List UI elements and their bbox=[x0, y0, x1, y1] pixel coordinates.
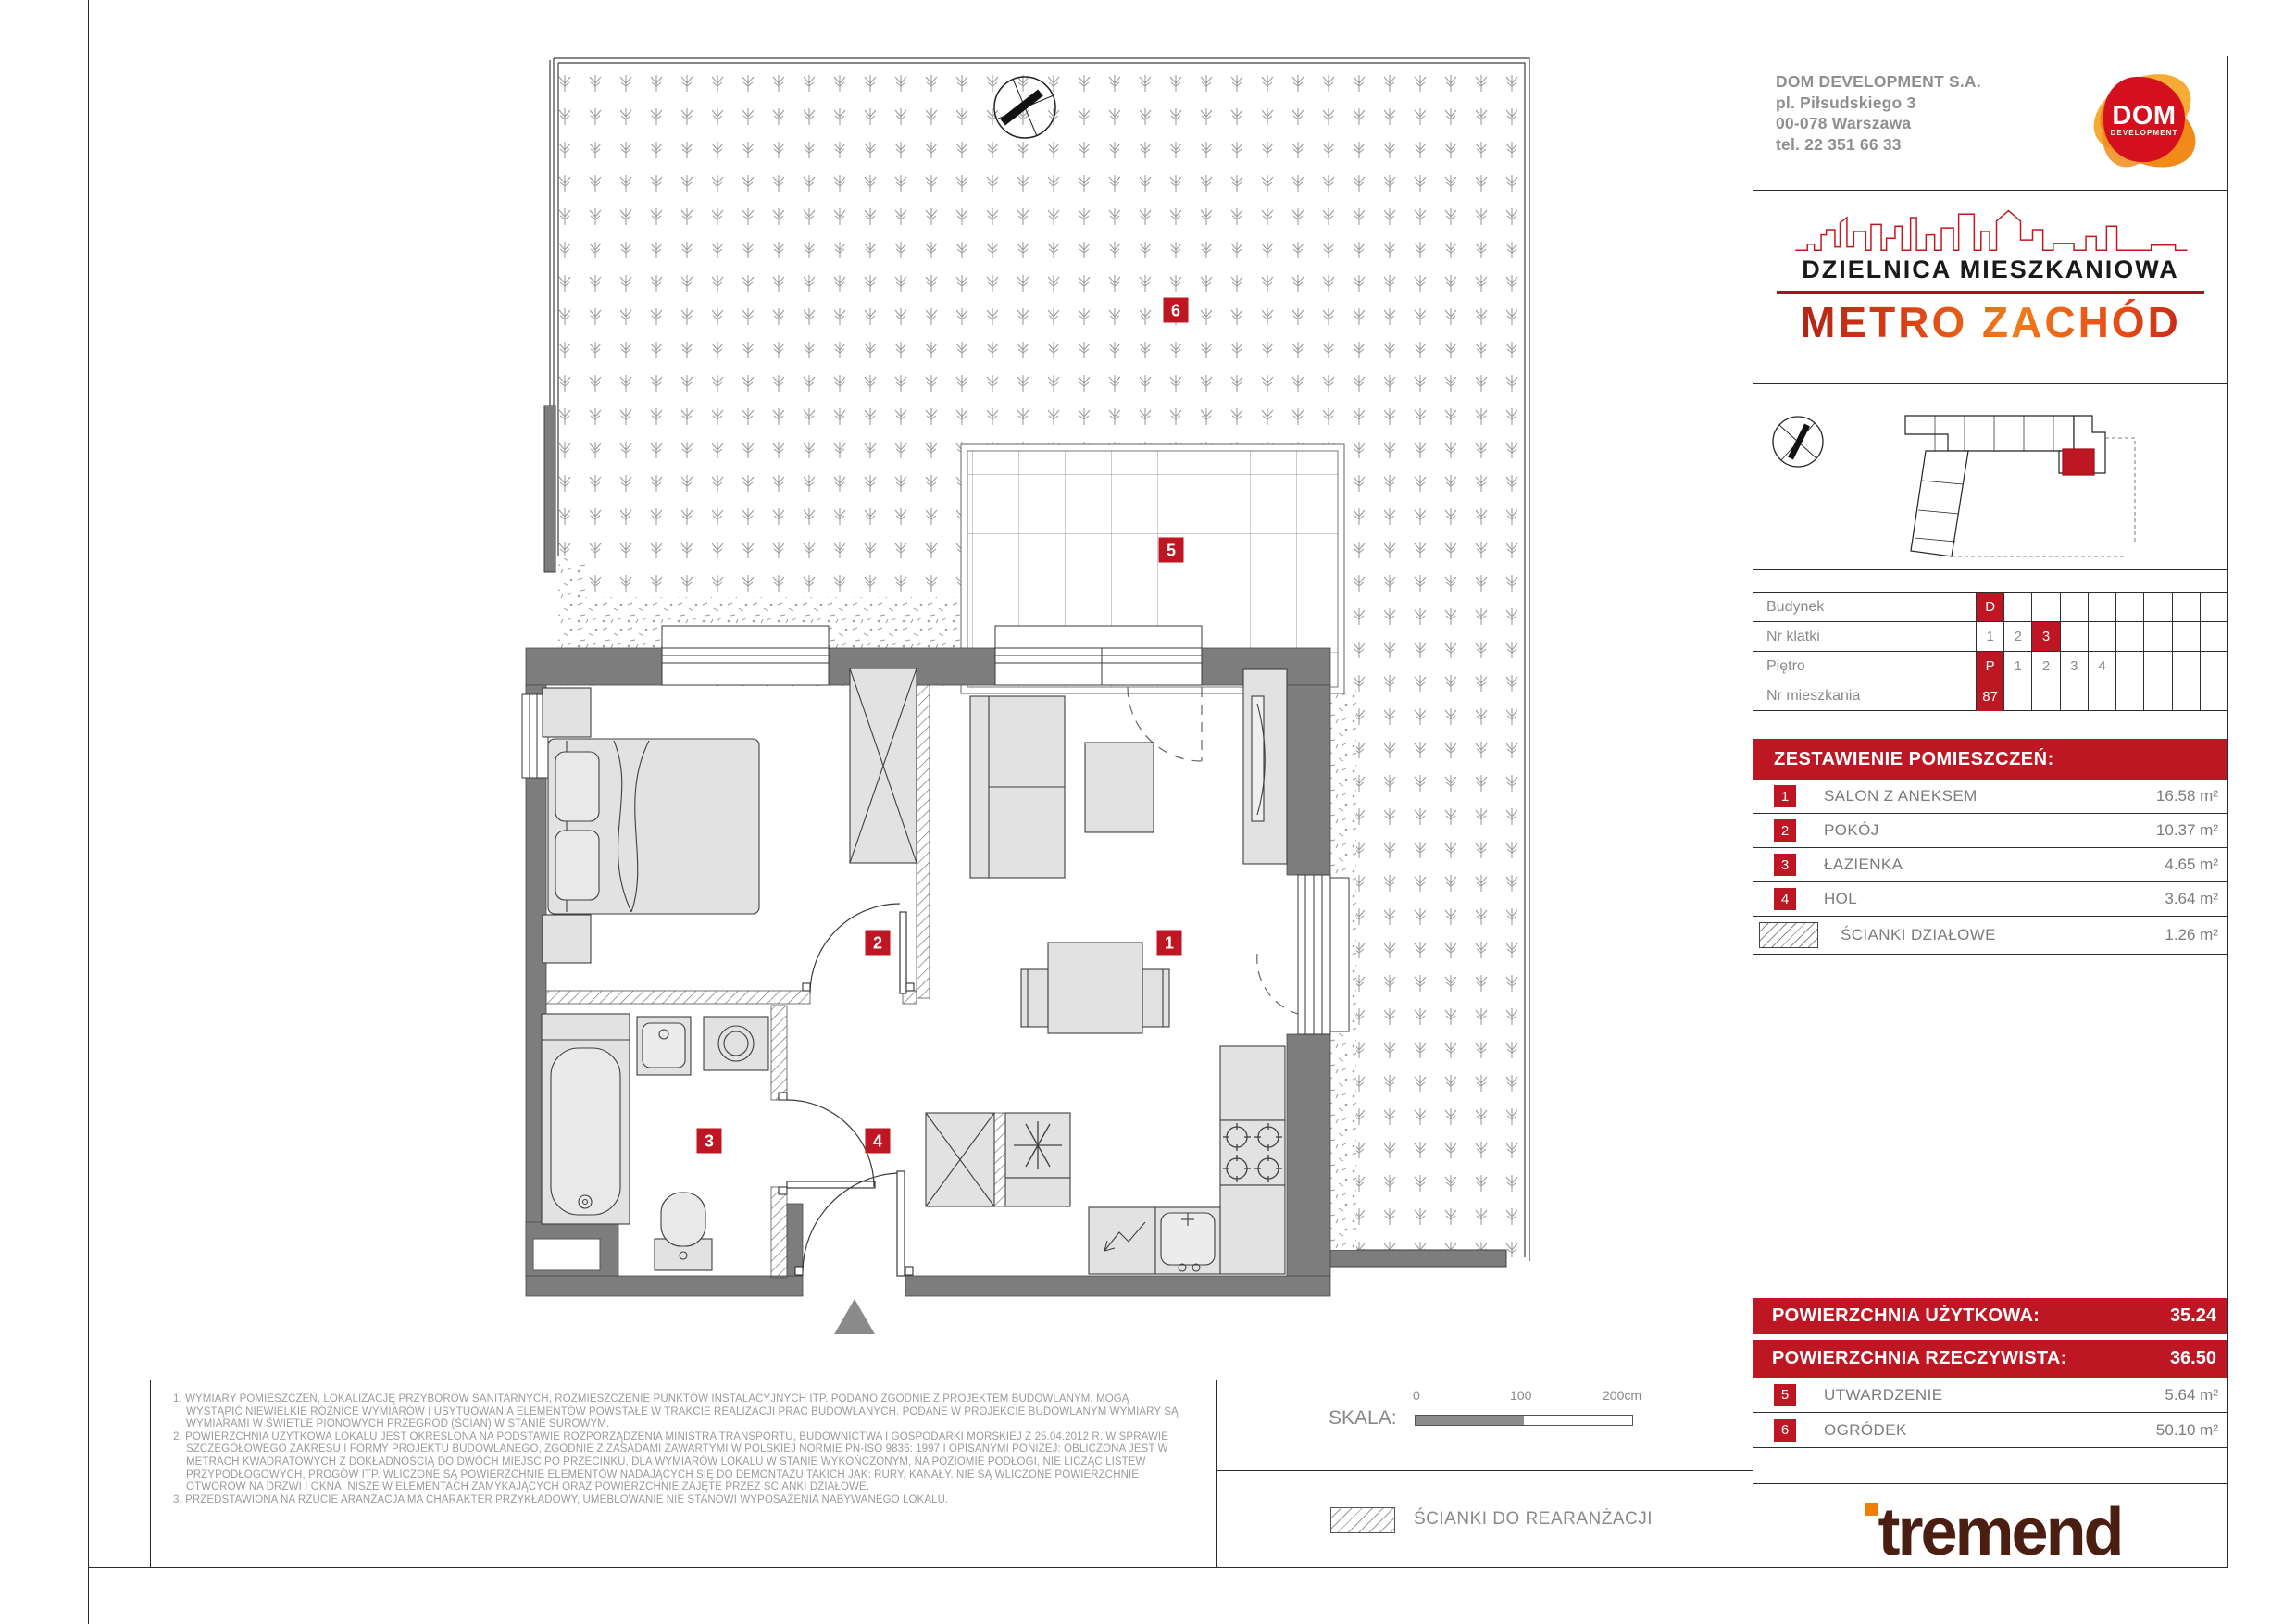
scale-tick-0: 0 bbox=[1413, 1388, 1420, 1403]
room-row bbox=[1753, 882, 2227, 917]
outdoor-number-badge: 5 bbox=[1774, 1384, 1796, 1406]
partition-name: ŚCIANKI DZIAŁOWE bbox=[1841, 926, 1996, 943]
room-name: HOL bbox=[1824, 890, 1858, 907]
table-row bbox=[1753, 593, 2227, 622]
tremend-logo-block bbox=[1753, 1484, 2227, 1580]
room-area: 10.37 m² bbox=[2155, 821, 2218, 839]
company-address1: pl. Piłsudskiego 3 bbox=[1776, 93, 1916, 112]
table-row bbox=[1753, 652, 2227, 681]
cell-pietro: 3 bbox=[2060, 652, 2088, 681]
real-area-value: 36.50 bbox=[2169, 1348, 2216, 1368]
shaft-niche bbox=[533, 1239, 600, 1270]
table-row bbox=[1753, 681, 2227, 711]
usable-area-banner bbox=[1753, 1298, 2227, 1334]
footnote-3: 3. PRZEDSTAWIONA NA RZUCIE ARANŻACJA MA CHARAKTER PRZYKŁADOWY, UMEBLOWANIE NIE STANOWI WYPOSAŻENIA NABYWANEGO LOKALU. bbox=[173, 1493, 949, 1505]
cell-mieszkanie: 87 bbox=[1976, 681, 2003, 711]
company-block bbox=[1753, 56, 2227, 191]
scale-tick-100: 100 bbox=[1510, 1388, 1532, 1403]
panel-spacer bbox=[1753, 570, 2227, 593]
logo-blob bbox=[2103, 77, 2185, 162]
room-label-3: 3 bbox=[704, 1131, 715, 1151]
real-area-banner bbox=[1753, 1340, 2227, 1378]
panel-spacer bbox=[1753, 711, 2227, 739]
room-label-5: 5 bbox=[1166, 541, 1177, 560]
tremend-logo-text: tremend bbox=[1878, 1495, 2122, 1569]
room-row bbox=[1753, 780, 2227, 814]
rearrange-legend bbox=[1216, 1470, 1753, 1567]
room-area: 4.65 m² bbox=[2165, 856, 2218, 873]
rearrange-label: ŚCIANKI DO REARANŻACJI bbox=[1414, 1509, 1653, 1529]
garden-edge-bar bbox=[1330, 1250, 1506, 1267]
room-list-header: ZESTAWIENIE POMIESZCZEŃ: bbox=[1753, 739, 2227, 780]
company-phone: tel. 22 351 66 33 bbox=[1776, 134, 1902, 154]
scale-tick-200: 200cm bbox=[1603, 1388, 1642, 1403]
scale-bar bbox=[1415, 1415, 1633, 1426]
scale-block bbox=[1216, 1380, 1753, 1470]
outdoor-area: 50.10 m² bbox=[2155, 1420, 2218, 1439]
unit-info-table bbox=[1753, 593, 2227, 711]
dom-development-logo bbox=[2089, 64, 2200, 181]
info-panel bbox=[1753, 56, 2228, 1567]
partition-row bbox=[1753, 917, 2227, 955]
room-area: 16.58 m² bbox=[2155, 787, 2218, 805]
room-row bbox=[1753, 814, 2227, 848]
scale-label: SKALA: bbox=[1329, 1407, 1397, 1429]
cell-klatka-selected: 3 bbox=[2031, 622, 2059, 651]
rearrange-hatch-icon bbox=[1330, 1507, 1395, 1533]
row-label: Piętro bbox=[1766, 657, 1805, 674]
room-row bbox=[1753, 848, 2227, 882]
site-plan bbox=[1753, 384, 2227, 569]
tremend-dot-icon bbox=[1865, 1503, 1878, 1516]
room-list bbox=[1753, 739, 2227, 955]
panel-empty-area bbox=[1753, 955, 2227, 1298]
scale-bar-filled bbox=[1416, 1416, 1524, 1425]
usable-area-label: POWIERZCHNIA UŻYTKOWA: bbox=[1772, 1305, 2040, 1326]
notes-left-border bbox=[150, 1380, 151, 1567]
district-title: DZIELNICA MIESZKANIOWA bbox=[1802, 256, 2179, 283]
branding-block bbox=[1753, 206, 2227, 384]
cell-pietro: 4 bbox=[2088, 652, 2115, 681]
room-area: 3.64 m² bbox=[2165, 890, 2218, 907]
logo-dom-text: DOM bbox=[2112, 100, 2177, 131]
outdoor-number-badge: 6 bbox=[1774, 1419, 1796, 1442]
table-row bbox=[1753, 622, 2227, 652]
company-address2: 00-078 Warszawa bbox=[1776, 114, 1912, 132]
outdoor-name: OGRÓDEK bbox=[1824, 1420, 1907, 1439]
living-room-furniture bbox=[970, 669, 1287, 1033]
cell-klatka: 2 bbox=[2003, 622, 2031, 651]
room-number-badge: 2 bbox=[1774, 819, 1796, 842]
entrance-arrow bbox=[834, 1299, 875, 1334]
panel-empty-row bbox=[1753, 1448, 2227, 1484]
row-label: Budynek bbox=[1766, 598, 1825, 615]
room-name: ŁAZIENKA bbox=[1824, 856, 1903, 873]
project-title: METRO ZACHÓD bbox=[1753, 299, 2227, 345]
partition-area: 1.26 m² bbox=[2165, 926, 2218, 943]
bedroom-furniture bbox=[543, 668, 917, 963]
cell-pietro: 2 bbox=[2031, 652, 2059, 681]
highlighted-unit bbox=[2063, 449, 2094, 475]
branding-divider bbox=[1777, 291, 2204, 294]
footnote-2: 2. POWIERZCHNIA UŻYTKOWA LOKALU JEST OKREŚLONA NA PODSTAWIE ROZPORZĄDZENIA MINISTRA TRANSPORTU, BUDOWNICTWA I GOSPODARKI MORSKIEJ Z 25.04.2012 R. W SPRAWIE SZCZEGÓŁOWEGO ZAKRESU I FORMY PROJEKTU BUDOWLANEGO, ZGODNIE Z ZASADAMI ZAWARTYMI W POLSKIEJ NORMIE PN-ISO 9836: 1997 I OPISANYMI PONIŻEJ: OBLICZONA JEST W METRACH KWADRATOWYCH Z DOKŁADNOŚCIĄ DO DWÓCH MIEJSC PO PRZECINKU, DLA WYMIARÓW LOKALU W STANIE WYKOŃCZONYM, NA POZIOMIE PODŁOGI, NIE LICZĄC LISTEW PRZYPODŁOGOWYCH, PROGÓW ITP. WLICZONE SĄ POWIERZCHNIE ELEMENTÓW NADAJĄCYCH SIĘ DO DEMONTAŻU TAKICH JAK: RURY, KANAŁY. NIE SĄ WLICZONE POWIERZCHNIE OTWORÓW NA DRZWI I OKNA, NISZE W ELEMENTACH ZAMYKAJĄCYCH ORAZ POWIERZCHNIE ZAJĘTE PRZEZ ŚCIANKI DZIAŁOWE. bbox=[173, 1430, 1168, 1493]
cell-budynek: D bbox=[1976, 593, 2003, 621]
real-area-label: POWIERZCHNIA RZECZYWISTA: bbox=[1772, 1348, 2067, 1368]
outdoor-name: UTWARDZENIE bbox=[1824, 1385, 1943, 1404]
footnotes bbox=[173, 1393, 1187, 1506]
room-number-badge: 4 bbox=[1774, 888, 1796, 910]
usable-area-value: 35.24 bbox=[2169, 1305, 2216, 1326]
room-number-badge: 3 bbox=[1774, 854, 1796, 876]
row-label: Nr mieszkania bbox=[1766, 688, 1861, 704]
room-name: SALON Z ANEKSEM bbox=[1824, 787, 1978, 805]
tremend-logo bbox=[1859, 1495, 2122, 1569]
site-plan-block bbox=[1753, 384, 2227, 570]
outdoor-row bbox=[1753, 1378, 2227, 1413]
row-label: Nr klatki bbox=[1766, 628, 1820, 644]
room-label-6: 6 bbox=[1170, 301, 1181, 320]
room-number-badge: 1 bbox=[1774, 785, 1796, 807]
hatch-swatch-icon bbox=[1759, 922, 1818, 948]
logo-development-text: DEVELOPMENT bbox=[2110, 128, 2178, 137]
room-label-4: 4 bbox=[872, 1131, 883, 1151]
outdoor-area: 5.64 m² bbox=[2165, 1385, 2218, 1404]
footnote-1: 1. WYMIARY POMIESZCZEŃ, LOKALIZACJĘ PRZYBORÓW SANITARNYCH, ROZMIESZCZENIE PUNKTÓW INSTALACYJNYCH ITP. PODANO ZGODNIE Z PROJEKTEM BUDOWLANYM. MOGĄ WYSTĄPIĆ NIEWIELKIE RÓŻNICE WYMIARÓW I USYTUOWANIA ELEMENTÓW POWSTAŁE W TRAKCIE REALIZACJI PRAC BUDOWLANYCH. PODANE W PROJEKCIE BUDOWLANYM WYMIARY SĄ WYMIARAMI W ŚWIETLE PIONOWYCH PRZEGRÓD (ŚCIAN) W STANIE SUROWYM. bbox=[173, 1393, 1179, 1430]
garden-fence-post bbox=[544, 406, 555, 572]
outdoor-row bbox=[1753, 1413, 2227, 1448]
cell-pietro-selected: P bbox=[1976, 652, 2003, 681]
cell-klatka: 1 bbox=[1976, 622, 2003, 651]
room-label-1: 1 bbox=[1164, 933, 1175, 953]
room-label-2: 2 bbox=[872, 933, 883, 953]
room-name: POKÓJ bbox=[1824, 821, 1879, 839]
skyline-icon bbox=[1775, 206, 2206, 254]
cell-pietro: 1 bbox=[2003, 652, 2031, 681]
company-name: DOM DEVELOPMENT S.A. bbox=[1776, 72, 1981, 91]
